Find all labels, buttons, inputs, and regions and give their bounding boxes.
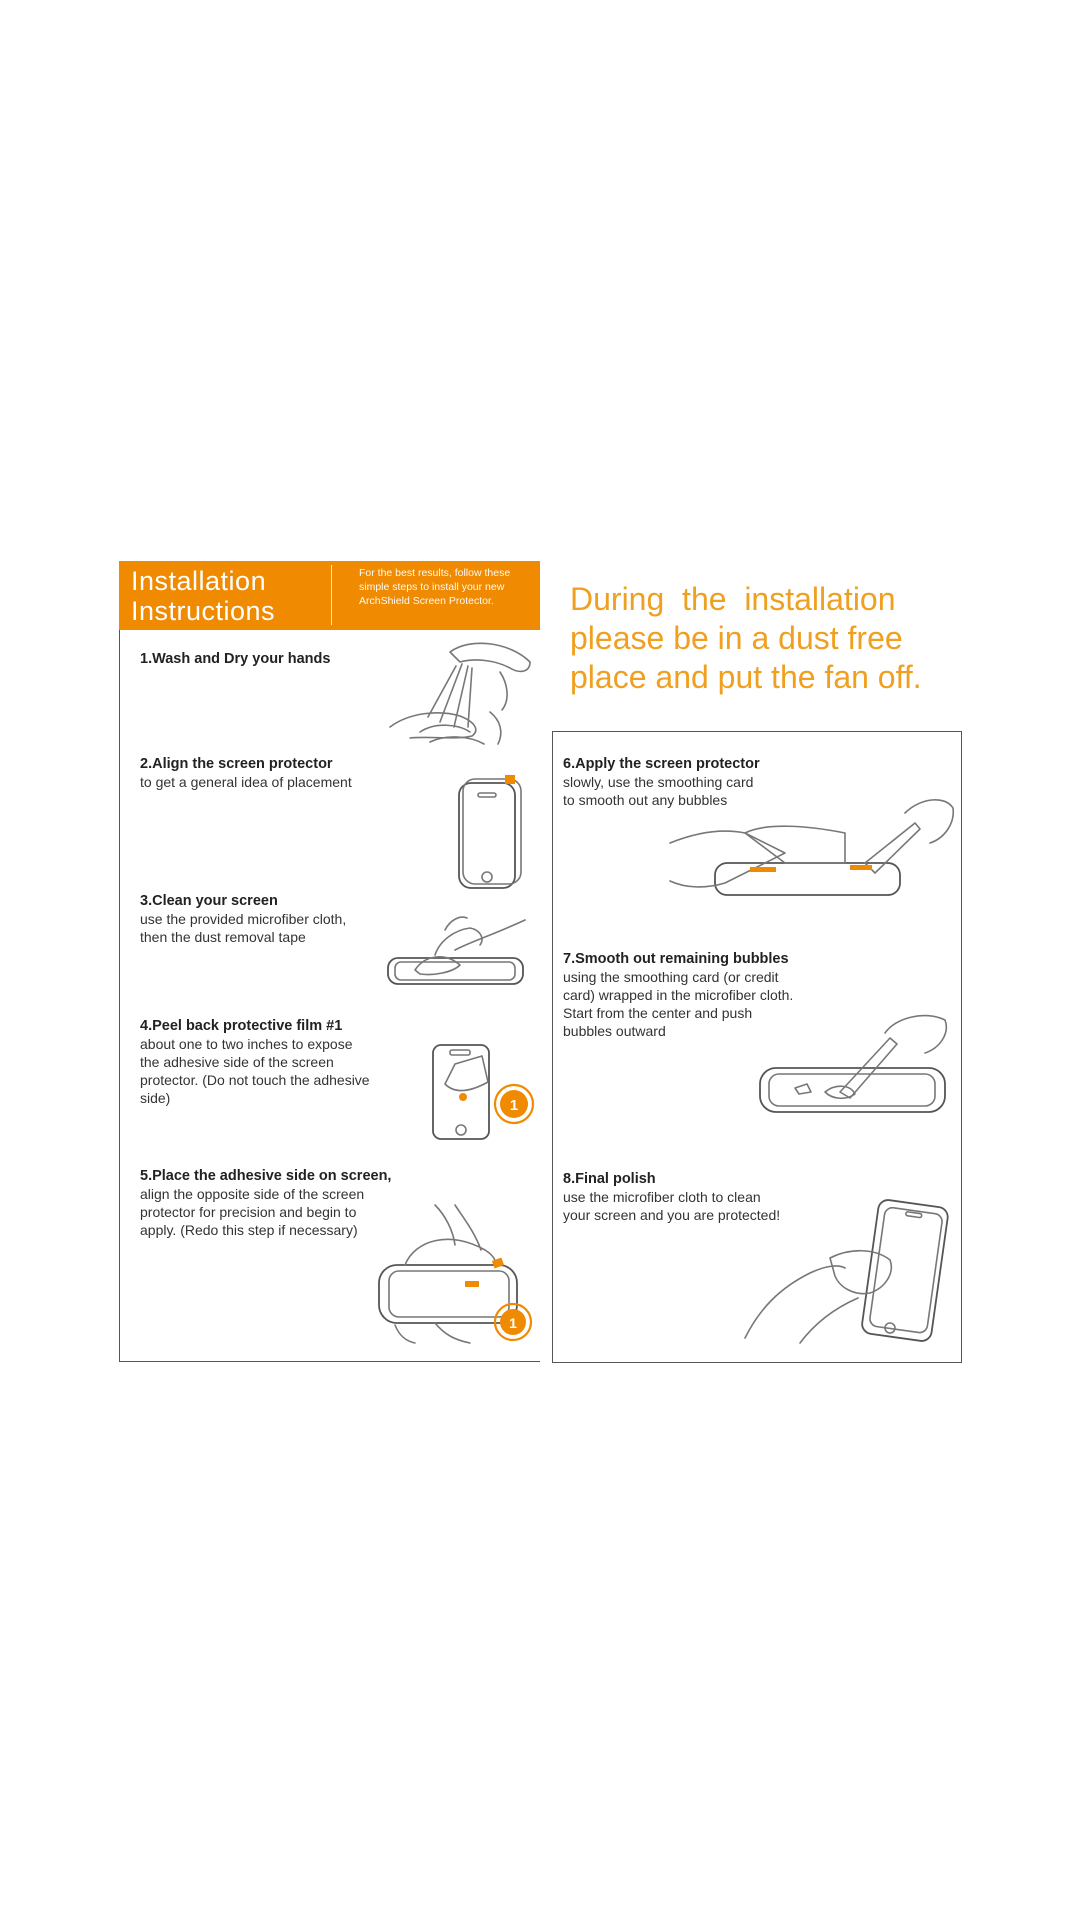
step-3-title: 3.Clean your screen bbox=[140, 893, 278, 909]
dust-warning-line2: please be in a dust free bbox=[570, 620, 903, 656]
film-badge-number: 1 bbox=[509, 1097, 519, 1114]
faucet-hands-icon bbox=[380, 632, 540, 747]
step-5-title: 5.Place the adhesive side on screen, bbox=[140, 1168, 392, 1184]
banner-divider bbox=[331, 565, 332, 625]
step-4-desc: about one to two inches to expose the adhesive side of the screen protector. (Do not touch the adhesive side) bbox=[140, 1036, 370, 1106]
step-5-desc: align the opposite side of the screen protector for precision and begin to apply. (Redo this step if necessary) bbox=[140, 1186, 365, 1238]
step-7-desc: using the smoothing card (or credit card) wrapped in the microfiber cloth. Start from the center and push bubbles outward bbox=[563, 969, 794, 1039]
step-8-desc: use the microfiber cloth to clean your screen and you are protected! bbox=[563, 1189, 781, 1223]
cloth-wipe-icon bbox=[385, 910, 530, 990]
banner-title-line2: Instructions bbox=[131, 596, 276, 626]
step-6-desc: slowly, use the smoothing card to smooth out any bubbles bbox=[563, 774, 754, 808]
card-bubbles-icon bbox=[755, 1008, 955, 1118]
step-8-title: 8.Final polish bbox=[563, 1171, 656, 1187]
peel-film-icon bbox=[430, 1042, 540, 1142]
place-protector-icon bbox=[375, 1195, 535, 1345]
step-4 bbox=[140, 1017, 440, 1107]
step-1-title: 1.Wash and Dry your hands bbox=[140, 651, 331, 667]
card-smooth-icon bbox=[665, 793, 955, 908]
step-2-title: 2.Align the screen protector bbox=[140, 756, 333, 772]
step-6-title: 6.Apply the screen protector bbox=[563, 756, 760, 772]
banner-title-line1: Installation bbox=[131, 566, 267, 596]
step-2 bbox=[140, 755, 440, 791]
banner-title bbox=[131, 566, 275, 626]
step-7-title: 7.Smooth out remaining bubbles bbox=[563, 951, 789, 967]
step-3-desc: use the provided microfiber cloth, then the dust removal tape bbox=[140, 911, 347, 945]
step-2-desc: to get a general idea of placement bbox=[140, 774, 352, 790]
step-4-title: 4.Peel back protective film #1 bbox=[140, 1018, 343, 1034]
instructions-banner bbox=[119, 561, 540, 630]
final-polish-icon bbox=[740, 1198, 955, 1348]
dust-warning bbox=[570, 580, 950, 697]
dust-warning-line1: During the installation bbox=[570, 581, 896, 617]
film-badge-number-2: 1 bbox=[509, 1315, 517, 1331]
banner-note: For the best results, follow these simple steps to install your new ArchShield Screen Protector. bbox=[359, 567, 511, 607]
phone-align-icon bbox=[455, 773, 525, 893]
dust-warning-line3: place and put the fan off. bbox=[570, 659, 922, 695]
step-1 bbox=[140, 650, 380, 668]
